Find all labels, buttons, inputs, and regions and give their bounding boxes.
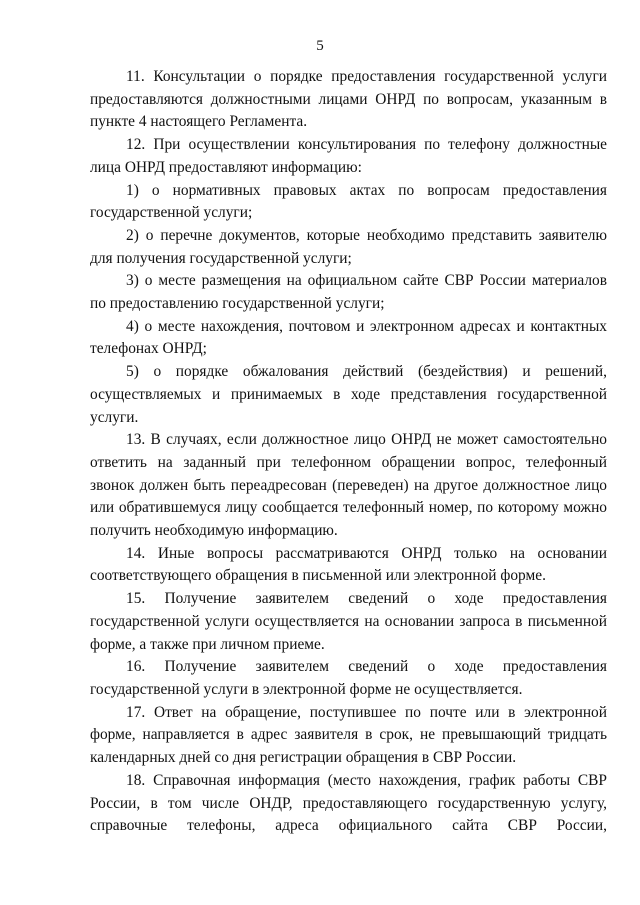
page-number: 5 [316,38,324,54]
paragraph-12-item-1: 1) о нормативных правовых актах по вопросам предоставления государственной услуги; [90,181,607,222]
paragraph-15: 15. Получение заявителем сведений о ходе предоставления государственной услуги осуществляется на основании запроса в письменной форме, а также при личном приеме. [90,590,607,653]
paragraph-13: 13. В случаях, если должностное лицо ОНРД не может самостоятельно ответить на заданный при телефонном обращении вопрос, телефонный звонок должен быть переадресован (переведен) на другое должностное лицо или обратившемуся лицу сообщается телефонный номер, по которому можно получить необходимую информацию. [90,431,607,540]
paragraph-12-item-2: 2) о перечне документов, которые необходимо представить заявителю для получения государственной услуги; [90,226,607,267]
paragraph-17: 17. Ответ на обращение, поступившее по почте или в электронной форме, направляется в адрес заявителя в срок, не превышающий тридцать календарных дней со дня регистрации обращения в СВР России. [90,703,607,767]
paragraph-12: 12. При осуществлении консультирования по телефону должностные лица ОНРД предоставляют информацию: [90,136,607,176]
paragraph-12-item-4: 4) о месте нахождения, почтовом и электронном адресах и контактных телефонах ОНРД; [90,317,607,358]
paragraph-11: 11. Консультации о порядке предоставления государственной услуги предоставляются должностными лицами ОНРД по вопросам, указанным в пункте 4 настоящего Регламента. [90,68,607,131]
document-body [90,66,607,838]
paragraph-14: 14. Иные вопросы рассматриваются ОНРД только на основании соответствующего обращения в письменной или электронной форме. [90,544,607,585]
paragraph-18: 18. Справочная информация (место нахождения, график работы СВР России, в том числе ОНДР, предоставляющего государственную услугу, справочные телефоны, адреса официального сайта СВР России, [90,771,607,835]
paragraph-16: 16. Получение заявителем сведений о ходе предоставления государственной услуги в электронной форме не осуществляется. [90,658,607,698]
paragraph-12-item-3: 3) о месте размещения на официальном сайте СВР России материалов по предоставлению государственной услуги; [90,272,607,313]
paragraph-12-item-5: 5) о порядке обжалования действий (бездействия) и решений, осуществляемых и принимаемых в ходе представления государственной услуги. [90,363,607,426]
